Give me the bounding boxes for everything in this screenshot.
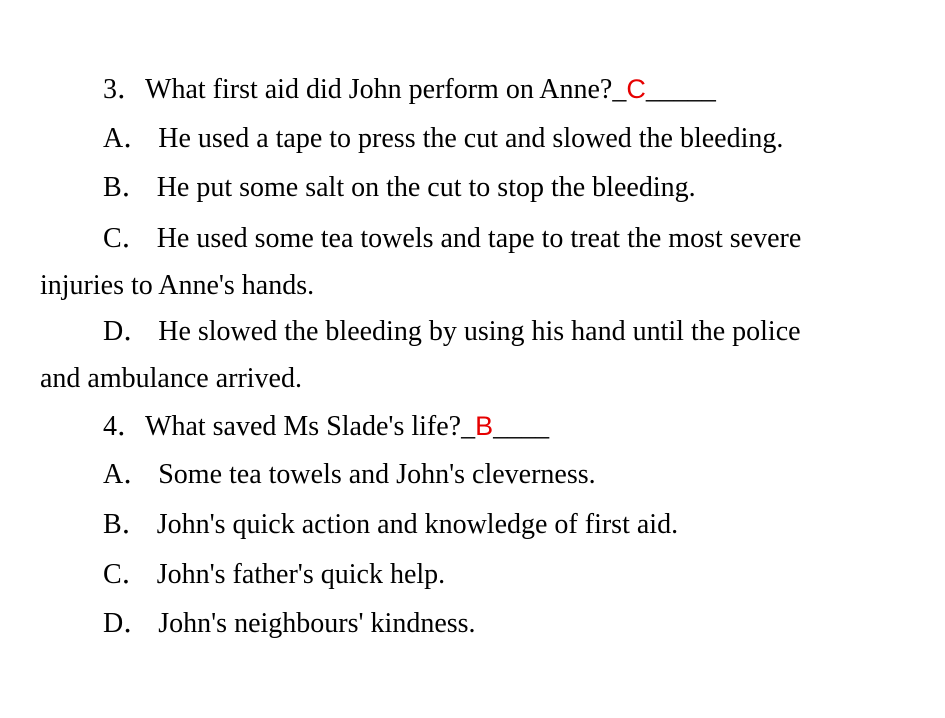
answer-letter: C (626, 74, 646, 104)
question-3-option-b (103, 171, 696, 205)
option-label: C． (103, 559, 150, 590)
question-3-option-a (103, 122, 783, 156)
answer-blank-before: _ (461, 411, 476, 442)
option-text: John's quick action and knowledge of first aid. (156, 509, 679, 540)
question-number: 3． (103, 74, 146, 105)
option-label: A． (103, 459, 152, 490)
question-text: What saved Ms Slade's life? (145, 411, 462, 442)
question-3-option-d-continuation (40, 362, 302, 396)
answer-blank-after: _____ (645, 74, 716, 105)
option-label: C． (103, 223, 150, 254)
option-text-continuation: injuries to Anne's hands. (40, 270, 315, 301)
option-label: A． (103, 123, 152, 154)
option-text-continuation: and ambulance arrived. (40, 363, 302, 394)
answer-letter: B (475, 411, 494, 441)
option-text: He slowed the bleeding by using his hand until the police (158, 316, 801, 347)
option-text: He used some tea towels and tape to treat the most severe (156, 223, 802, 254)
question-3-option-c (103, 222, 801, 256)
question-number: 4． (103, 411, 146, 442)
option-text: John's neighbours' kindness. (158, 608, 476, 639)
question-4-option-d (103, 607, 476, 641)
option-text: He put some salt on the cut to stop the bleeding. (156, 172, 696, 203)
option-label: D． (103, 608, 152, 639)
question-3-option-c-continuation (40, 269, 314, 303)
option-label: B． (103, 172, 150, 203)
question-3-stem (103, 72, 716, 107)
question-4-option-b (103, 508, 678, 542)
option-text: He used a tape to press the cut and slowed the bleeding. (158, 123, 784, 154)
question-4-option-c (103, 558, 445, 592)
answer-blank-before: _ (612, 74, 627, 105)
question-4-stem (103, 409, 549, 444)
option-text: Some tea towels and John's cleverness. (158, 459, 596, 490)
answer-blank-after: ____ (493, 411, 550, 442)
option-label: D． (103, 316, 152, 347)
option-text: John's father's quick help. (156, 559, 446, 590)
question-text: What first aid did John perform on Anne? (145, 74, 613, 105)
question-3-option-d (103, 315, 801, 349)
option-label: B． (103, 509, 150, 540)
question-4-option-a (103, 458, 596, 492)
